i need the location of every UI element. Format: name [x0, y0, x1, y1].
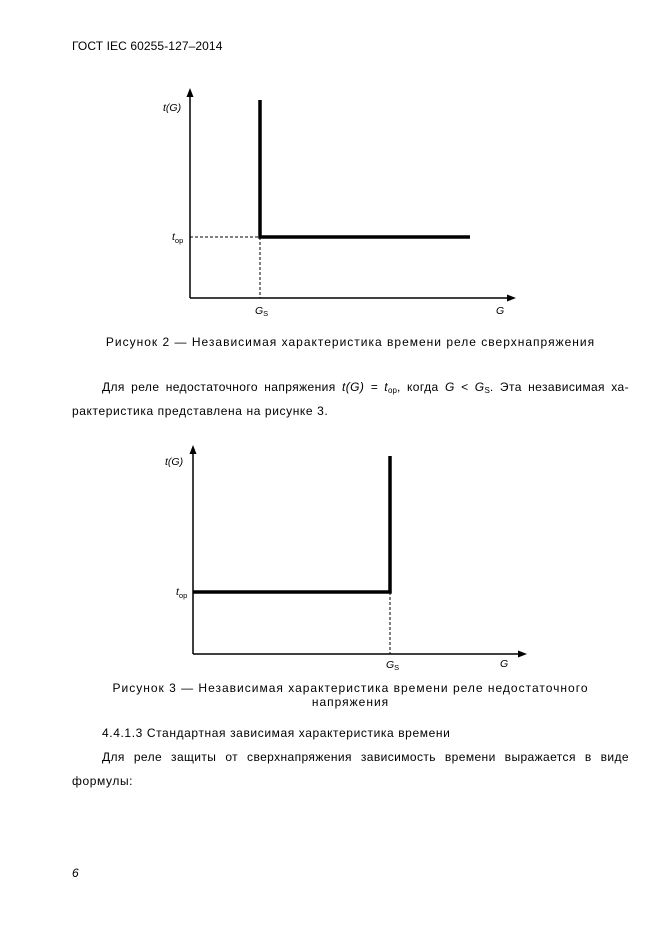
t-op-label	[172, 231, 183, 245]
gs-symbol: G	[255, 305, 264, 317]
paragraph-undervoltage-line1	[102, 380, 629, 394]
gs-label	[386, 659, 399, 672]
t-op-symbol: t	[172, 231, 175, 243]
figure-2-caption: Рисунок 2 — Независимая характеристика времени реле сверхнапряжения	[105, 335, 596, 349]
gs-subscript: S	[394, 663, 400, 672]
section-heading: 4.4.1.3 Стандартная зависимая характеристика времени	[102, 726, 451, 740]
figure-2-diagram	[150, 80, 530, 320]
section-text-line1: Для реле защиты от сверхнапряжения зависимость времени выражается в виде	[102, 750, 629, 764]
paragraph-tail: . Эта независимая ха-	[489, 380, 630, 394]
page-header-standard-id: ГОСТ IEC 60255-127–2014	[72, 39, 223, 53]
x-axis-label: G	[500, 658, 509, 670]
paragraph-intro: Для реле недостаточного напряжения	[102, 380, 336, 394]
formula-lhs-subscript: op	[388, 386, 397, 395]
page-number: 6	[72, 866, 79, 880]
figure-3-caption: Рисунок 3 — Независимая характеристика времени реле недостаточного напряжения	[112, 681, 589, 709]
time-characteristic-curve	[193, 456, 390, 592]
y-axis-arrow-icon	[190, 445, 197, 454]
gs-subscript: S	[263, 309, 269, 318]
t-op-symbol: t	[176, 586, 179, 598]
t-op-subscript: op	[174, 236, 184, 245]
formula-condition: G < G	[444, 380, 485, 394]
gs-label	[255, 305, 268, 318]
y-axis-label: t(G)	[165, 456, 184, 468]
formula-condition-subscript: S	[484, 386, 490, 395]
paragraph-connector: , когда	[396, 380, 439, 394]
formula-lhs: t(G) = t	[341, 380, 389, 394]
figure-3-diagram	[150, 435, 540, 675]
x-axis-label: G	[496, 305, 505, 317]
paragraph-undervoltage-line2: рактеристика представлена на рисунке 3.	[72, 404, 329, 418]
t-op-label	[176, 586, 187, 600]
section-text-line2: формулы:	[72, 774, 134, 788]
y-axis-arrow-icon	[187, 88, 194, 97]
gs-symbol: G	[386, 659, 395, 671]
x-axis-arrow-icon	[507, 295, 516, 302]
t-op-subscript: op	[178, 591, 188, 600]
time-characteristic-curve	[260, 100, 470, 237]
x-axis-arrow-icon	[518, 651, 527, 658]
y-axis-label: t(G)	[163, 102, 182, 114]
